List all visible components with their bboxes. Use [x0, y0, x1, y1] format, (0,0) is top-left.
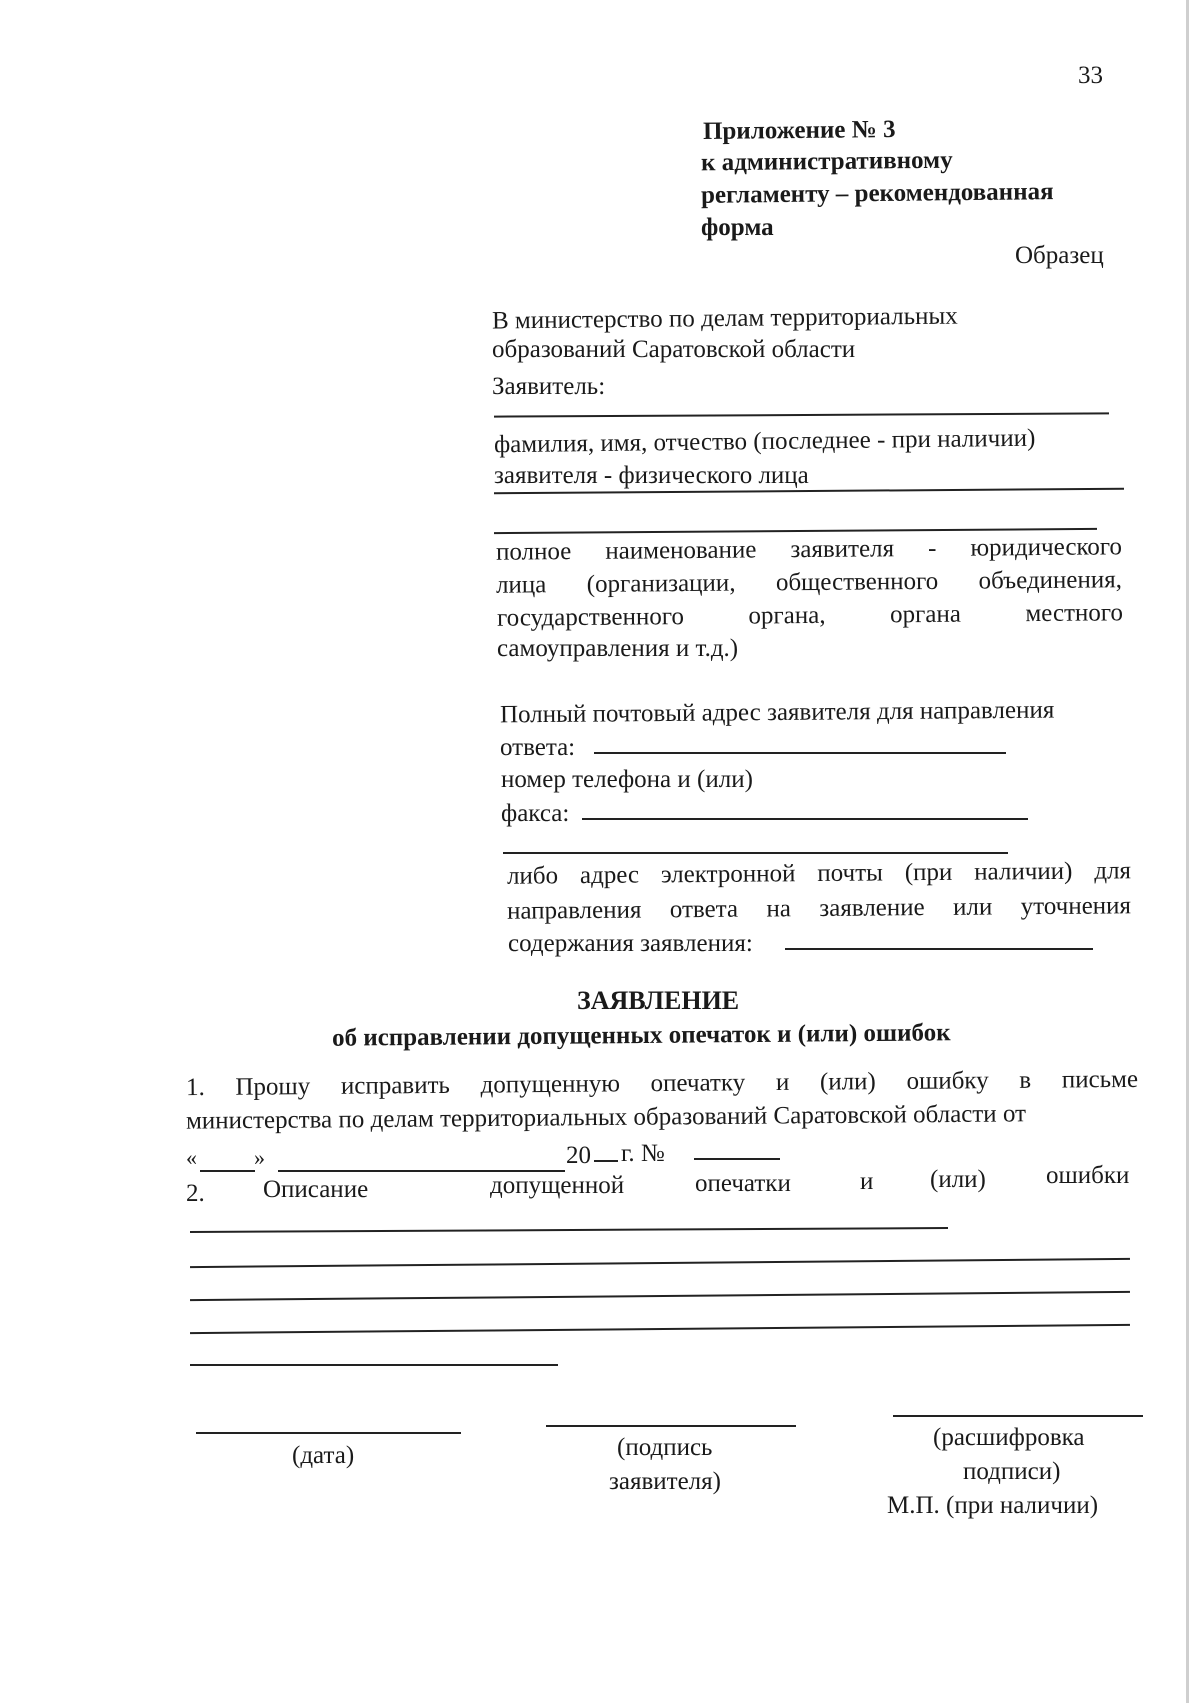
- description-line-1[interactable]: [190, 1227, 948, 1233]
- date-caption: (дата): [292, 1442, 355, 1469]
- legal-caption-line-1: полное наименование заявителя - юридического: [495, 533, 1123, 566]
- individual-caption-line-2: заявителя - физического лица: [494, 462, 809, 489]
- email-field-line[interactable]: [503, 852, 1008, 854]
- appendix-line-3: регламенту – рекомендованная: [700, 178, 1054, 209]
- signature-caption-line-1: (подпись: [617, 1434, 713, 1461]
- paragraph-2-word-2: допущенной: [490, 1172, 625, 1199]
- legal-caption-line-3: государственного органа, органа местного: [496, 599, 1124, 632]
- individual-caption-line-1: фамилия, имя, отчество (последнее - при наличии): [493, 424, 1036, 459]
- page-edge-right: [1186, 0, 1189, 1703]
- email-caption-line-2: направления ответа на заявление или уточнения: [506, 892, 1132, 925]
- year-suffix: г. №: [621, 1140, 665, 1167]
- paragraph-2-word-5: (или): [930, 1166, 986, 1193]
- appendix-line-4: форма: [701, 214, 774, 241]
- phone-line-1: номер телефона и (или): [501, 766, 753, 793]
- phone-label: факса:: [501, 800, 570, 827]
- date-quote-close: »: [254, 1145, 265, 1170]
- appendix-line-1: Приложение № 3: [702, 115, 896, 146]
- letter-number-field[interactable]: [694, 1158, 780, 1160]
- paragraph-2-number: 2.: [186, 1180, 205, 1207]
- decode-caption-line-2: подписи): [963, 1458, 1061, 1485]
- paragraph-2-word-4: и: [860, 1168, 874, 1195]
- date-signature-line[interactable]: [196, 1432, 461, 1434]
- email-caption-line-1: либо адрес электронной почты (при наличии) для: [506, 857, 1132, 890]
- recipient-line-1: В министерство по делам территориальных: [491, 302, 958, 335]
- letter-year-field[interactable]: [594, 1160, 618, 1162]
- decode-caption-line-1: (расшифровка: [933, 1424, 1085, 1451]
- legal-caption-line-4: самоуправления и т.д.): [497, 635, 739, 662]
- paragraph-2-word-3: опечатки: [695, 1170, 791, 1197]
- letter-day-field[interactable]: [200, 1170, 255, 1172]
- phone-field-line[interactable]: [582, 818, 1028, 820]
- appendix-line-2: к административному: [700, 146, 953, 177]
- applicant-label: Заявитель:: [492, 373, 606, 400]
- year-prefix: 20: [566, 1142, 591, 1169]
- signature-caption-line-2: заявителя): [609, 1468, 721, 1495]
- signature-line[interactable]: [546, 1425, 796, 1427]
- legal-caption-line-2: лица (организации, общественного объединения,: [495, 566, 1123, 599]
- description-line-4[interactable]: [190, 1324, 1130, 1334]
- sample-label: Образец: [1015, 242, 1104, 269]
- statement-title: ЗАЯВЛЕНИЕ: [577, 986, 740, 1015]
- paragraph-1-line-1: 1. Прошу исправить допущенную опечатку и (или) ошибку в письме: [185, 1065, 1139, 1102]
- description-line-5[interactable]: [190, 1364, 558, 1366]
- paragraph-2-word-1: Описание: [263, 1176, 369, 1203]
- email-caption-line-3: содержания заявления:: [508, 930, 753, 957]
- stamp-caption: М.П. (при наличии): [887, 1492, 1099, 1519]
- paragraph-2-word-6: ошибки: [1046, 1162, 1130, 1189]
- description-line-3[interactable]: [190, 1291, 1130, 1301]
- statement-subtitle: об исправлении допущенных опечаток и (или) ошибок: [331, 1019, 951, 1052]
- address-label: ответа:: [500, 734, 576, 761]
- statement-content-line[interactable]: [785, 948, 1093, 950]
- address-line-1: Полный почтовый адрес заявителя для направления: [499, 696, 1055, 729]
- applicant-name-line[interactable]: [494, 412, 1109, 417]
- recipient-line-2: образований Саратовской области: [492, 336, 856, 363]
- date-quote-open: «: [186, 1145, 197, 1170]
- address-field-line[interactable]: [594, 752, 1006, 754]
- description-line-2[interactable]: [190, 1258, 1130, 1268]
- paragraph-1-line-2: министерства по делам территориальных образований Саратовской области от: [185, 1100, 1027, 1135]
- signature-decode-line[interactable]: [893, 1415, 1143, 1417]
- page-number: 33: [1078, 62, 1103, 89]
